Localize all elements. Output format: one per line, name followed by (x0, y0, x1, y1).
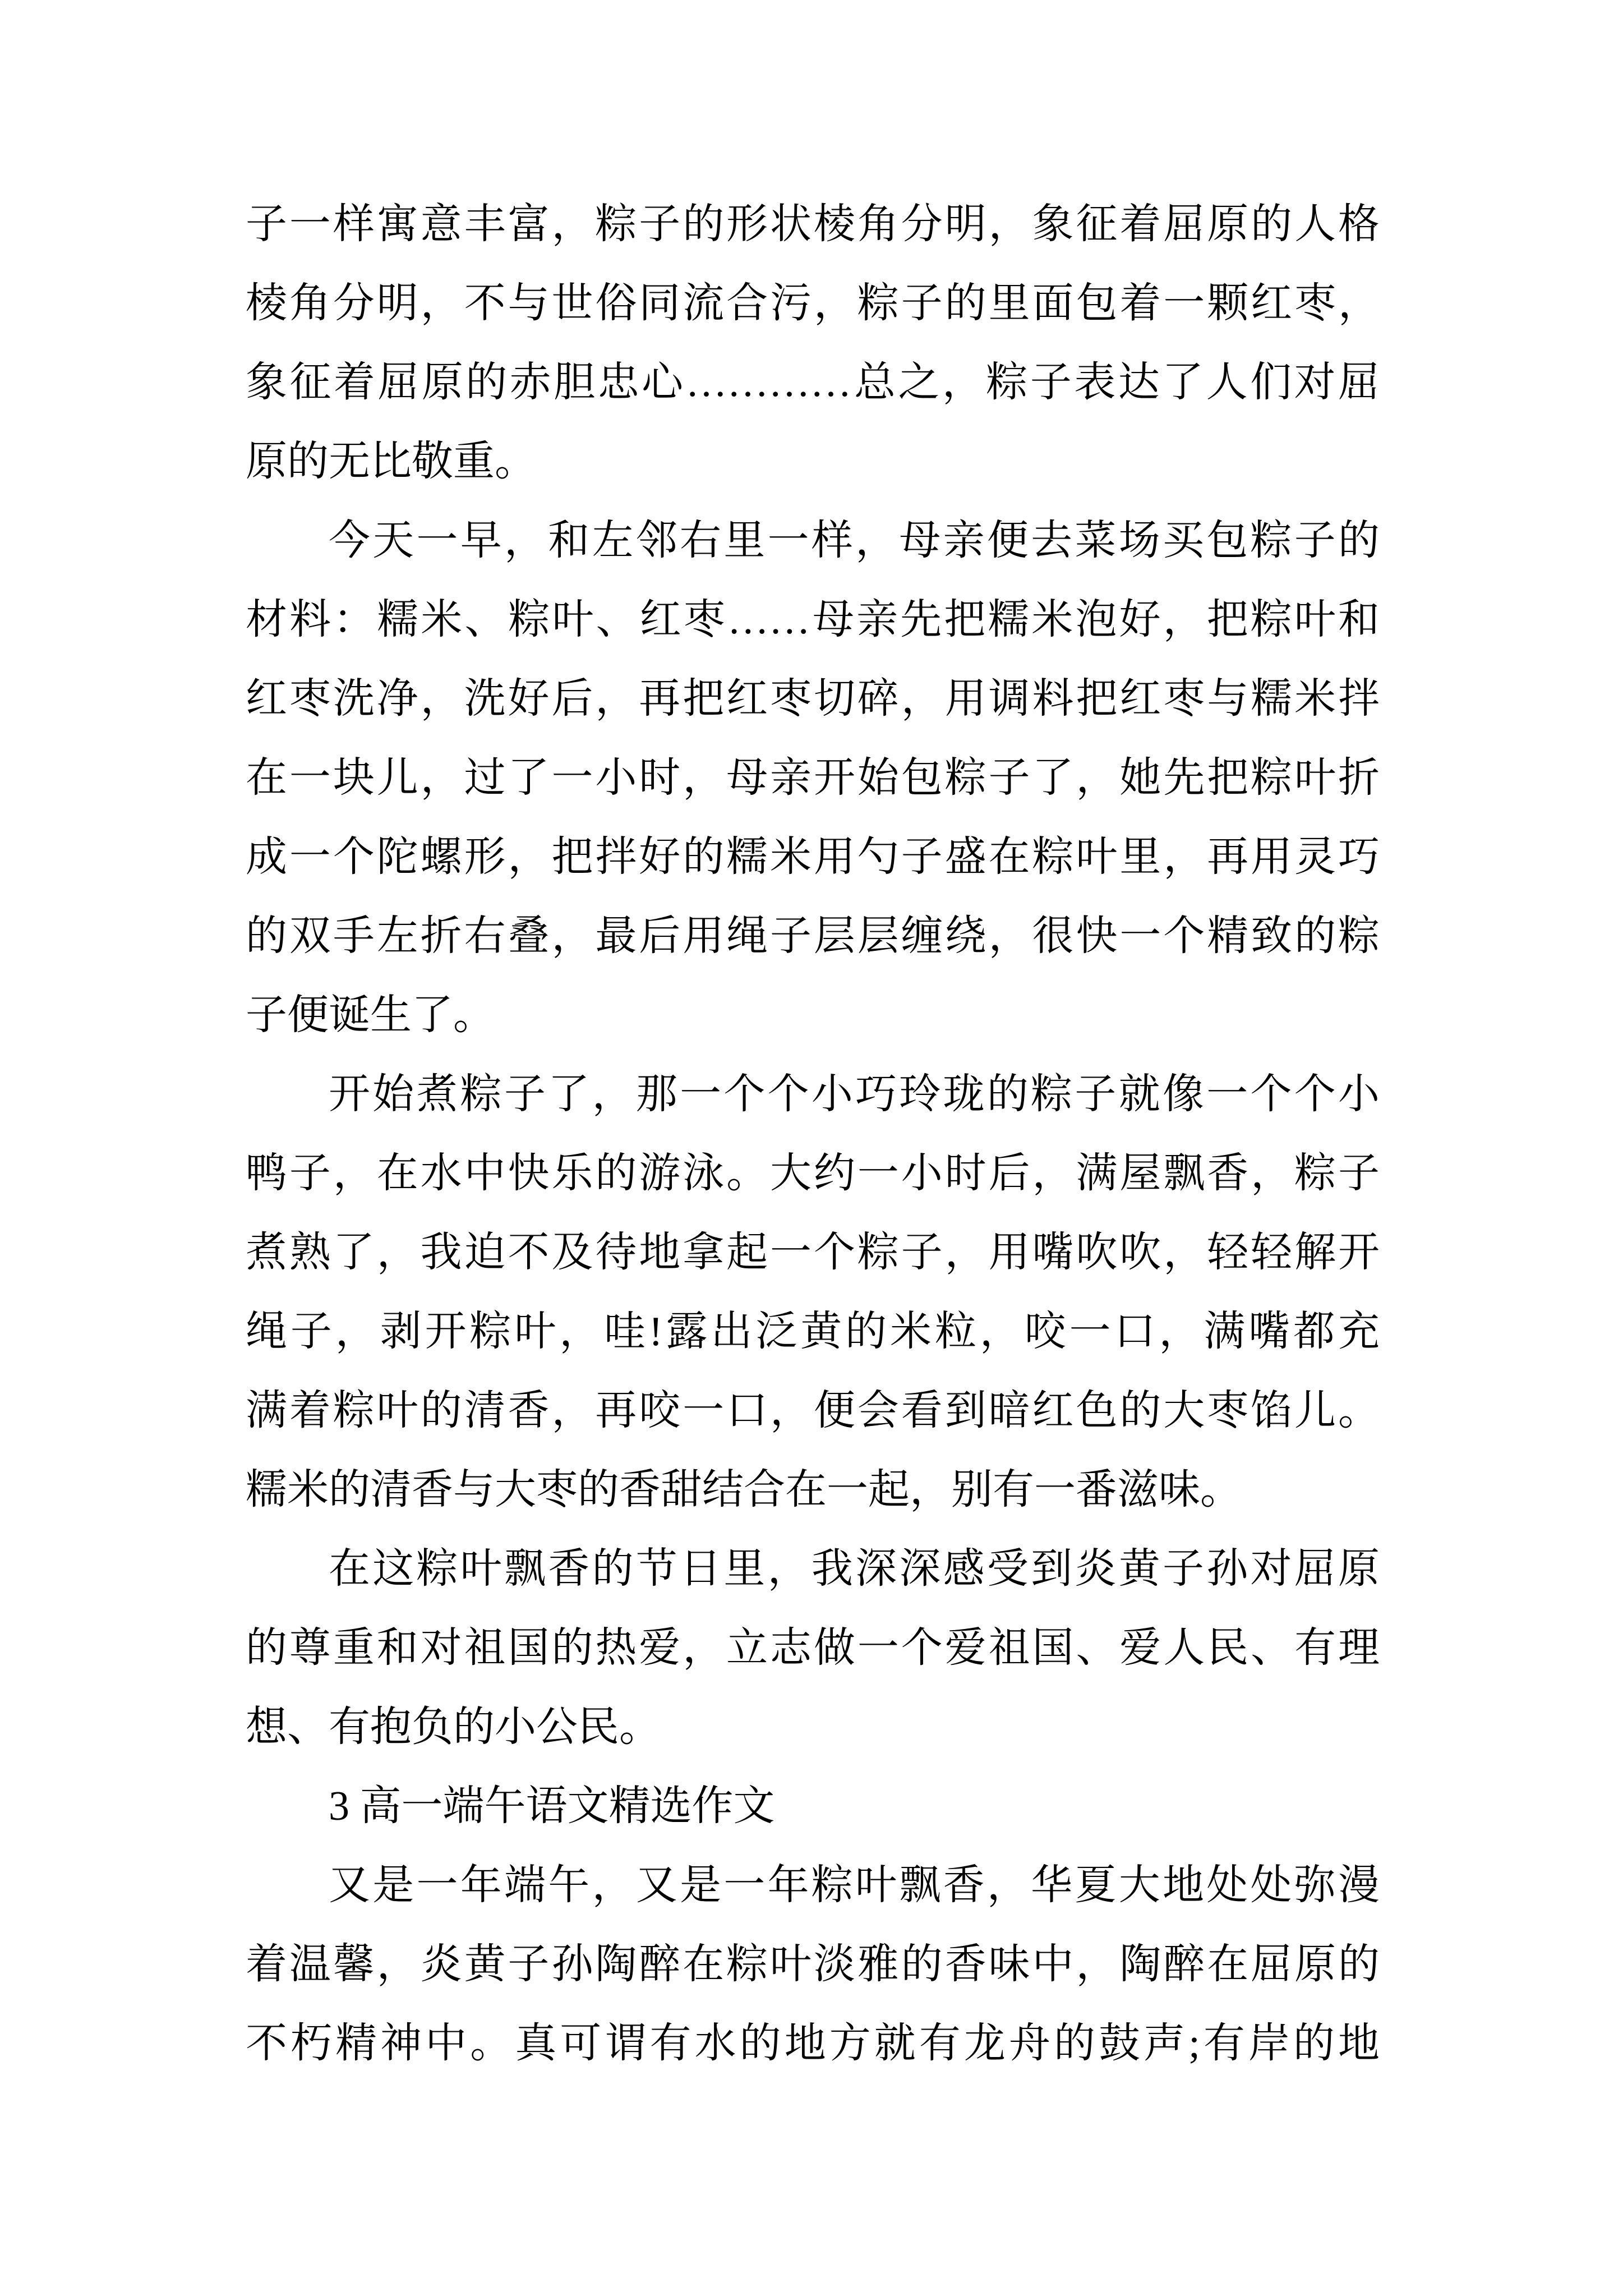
text-line: 着温馨，炎黄子孙陶醉在粽叶淡雅的香味中，陶醉在屈原的 (246, 1941, 1380, 1987)
text-line: 红枣洗净，洗好后，再把红枣切碎，用调料把红枣与糯米拌 (246, 676, 1380, 722)
text-line: 满着粽叶的清香，再咬一口，便会看到暗红色的大枣馅儿。 (246, 1388, 1380, 1434)
text-line: 开始煮粽子了，那一个个小巧玲珑的粽子就像一个个小 (329, 1071, 1380, 1117)
text-line: 鸭子，在水中快乐的游泳。大约一小时后，满屋飘香，粽子 (246, 1151, 1380, 1197)
section-heading-line: 3 高一端午语文精选作文 (329, 1783, 775, 1829)
text-line: 的尊重和对祖国的热爱，立志做一个爱祖国、爱人民、有理 (246, 1625, 1380, 1671)
text-line: 绳子，剥开粽叶，哇!露出泛黄的米粒，咬一口，满嘴都充 (246, 1309, 1380, 1355)
text-line: 在这粽叶飘香的节日里，我深深感受到炎黄子孙对屈原 (329, 1546, 1380, 1592)
text-line: 子便诞生了。 (246, 992, 495, 1038)
text-line: 原的无比敬重。 (246, 439, 536, 485)
text-line: 糯米的清香与大枣的香甜结合在一起，别有一番滋味。 (246, 1467, 1242, 1513)
text-line: 成一个陀螺形，把拌好的糯米用勺子盛在粽叶里，再用灵巧 (246, 834, 1380, 880)
text-line: 的双手左折右叠，最后用绳子层层缠绕，很快一个精致的粽 (246, 913, 1380, 959)
text-line: 不朽精神中。真可谓有水的地方就有龙舟的鼓声;有岸的地 (246, 2021, 1380, 2067)
text-line: 棱角分明，不与世俗同流合污，粽子的里面包着一颗红枣， (246, 280, 1380, 326)
text-line: 想、有抱负的小公民。 (246, 1704, 661, 1750)
text-line: 今天一早，和左邻右里一样，母亲便去菜场买包粽子的 (329, 518, 1380, 564)
essay-text-block (246, 185, 1380, 2083)
text-line: 子一样寓意丰富，粽子的形状棱角分明，象征着屈原的人格 (246, 201, 1380, 247)
text-line: 在一块儿，过了一小时，母亲开始包粽子了，她先把粽叶折 (246, 755, 1380, 801)
text-line: 煮熟了，我迫不及待地拿起一个粽子，用嘴吹吹，轻轻解开 (246, 1230, 1380, 1276)
text-line: 材料：糯米、粽叶、红枣……母亲先把糯米泡好，把粽叶和 (246, 597, 1380, 643)
text-line: 又是一年端午，又是一年粽叶飘香，华夏大地处处弥漫 (329, 1862, 1380, 1908)
text-line: 象征着屈原的赤胆忠心…………总之，粽子表达了人们对屈 (246, 360, 1380, 406)
